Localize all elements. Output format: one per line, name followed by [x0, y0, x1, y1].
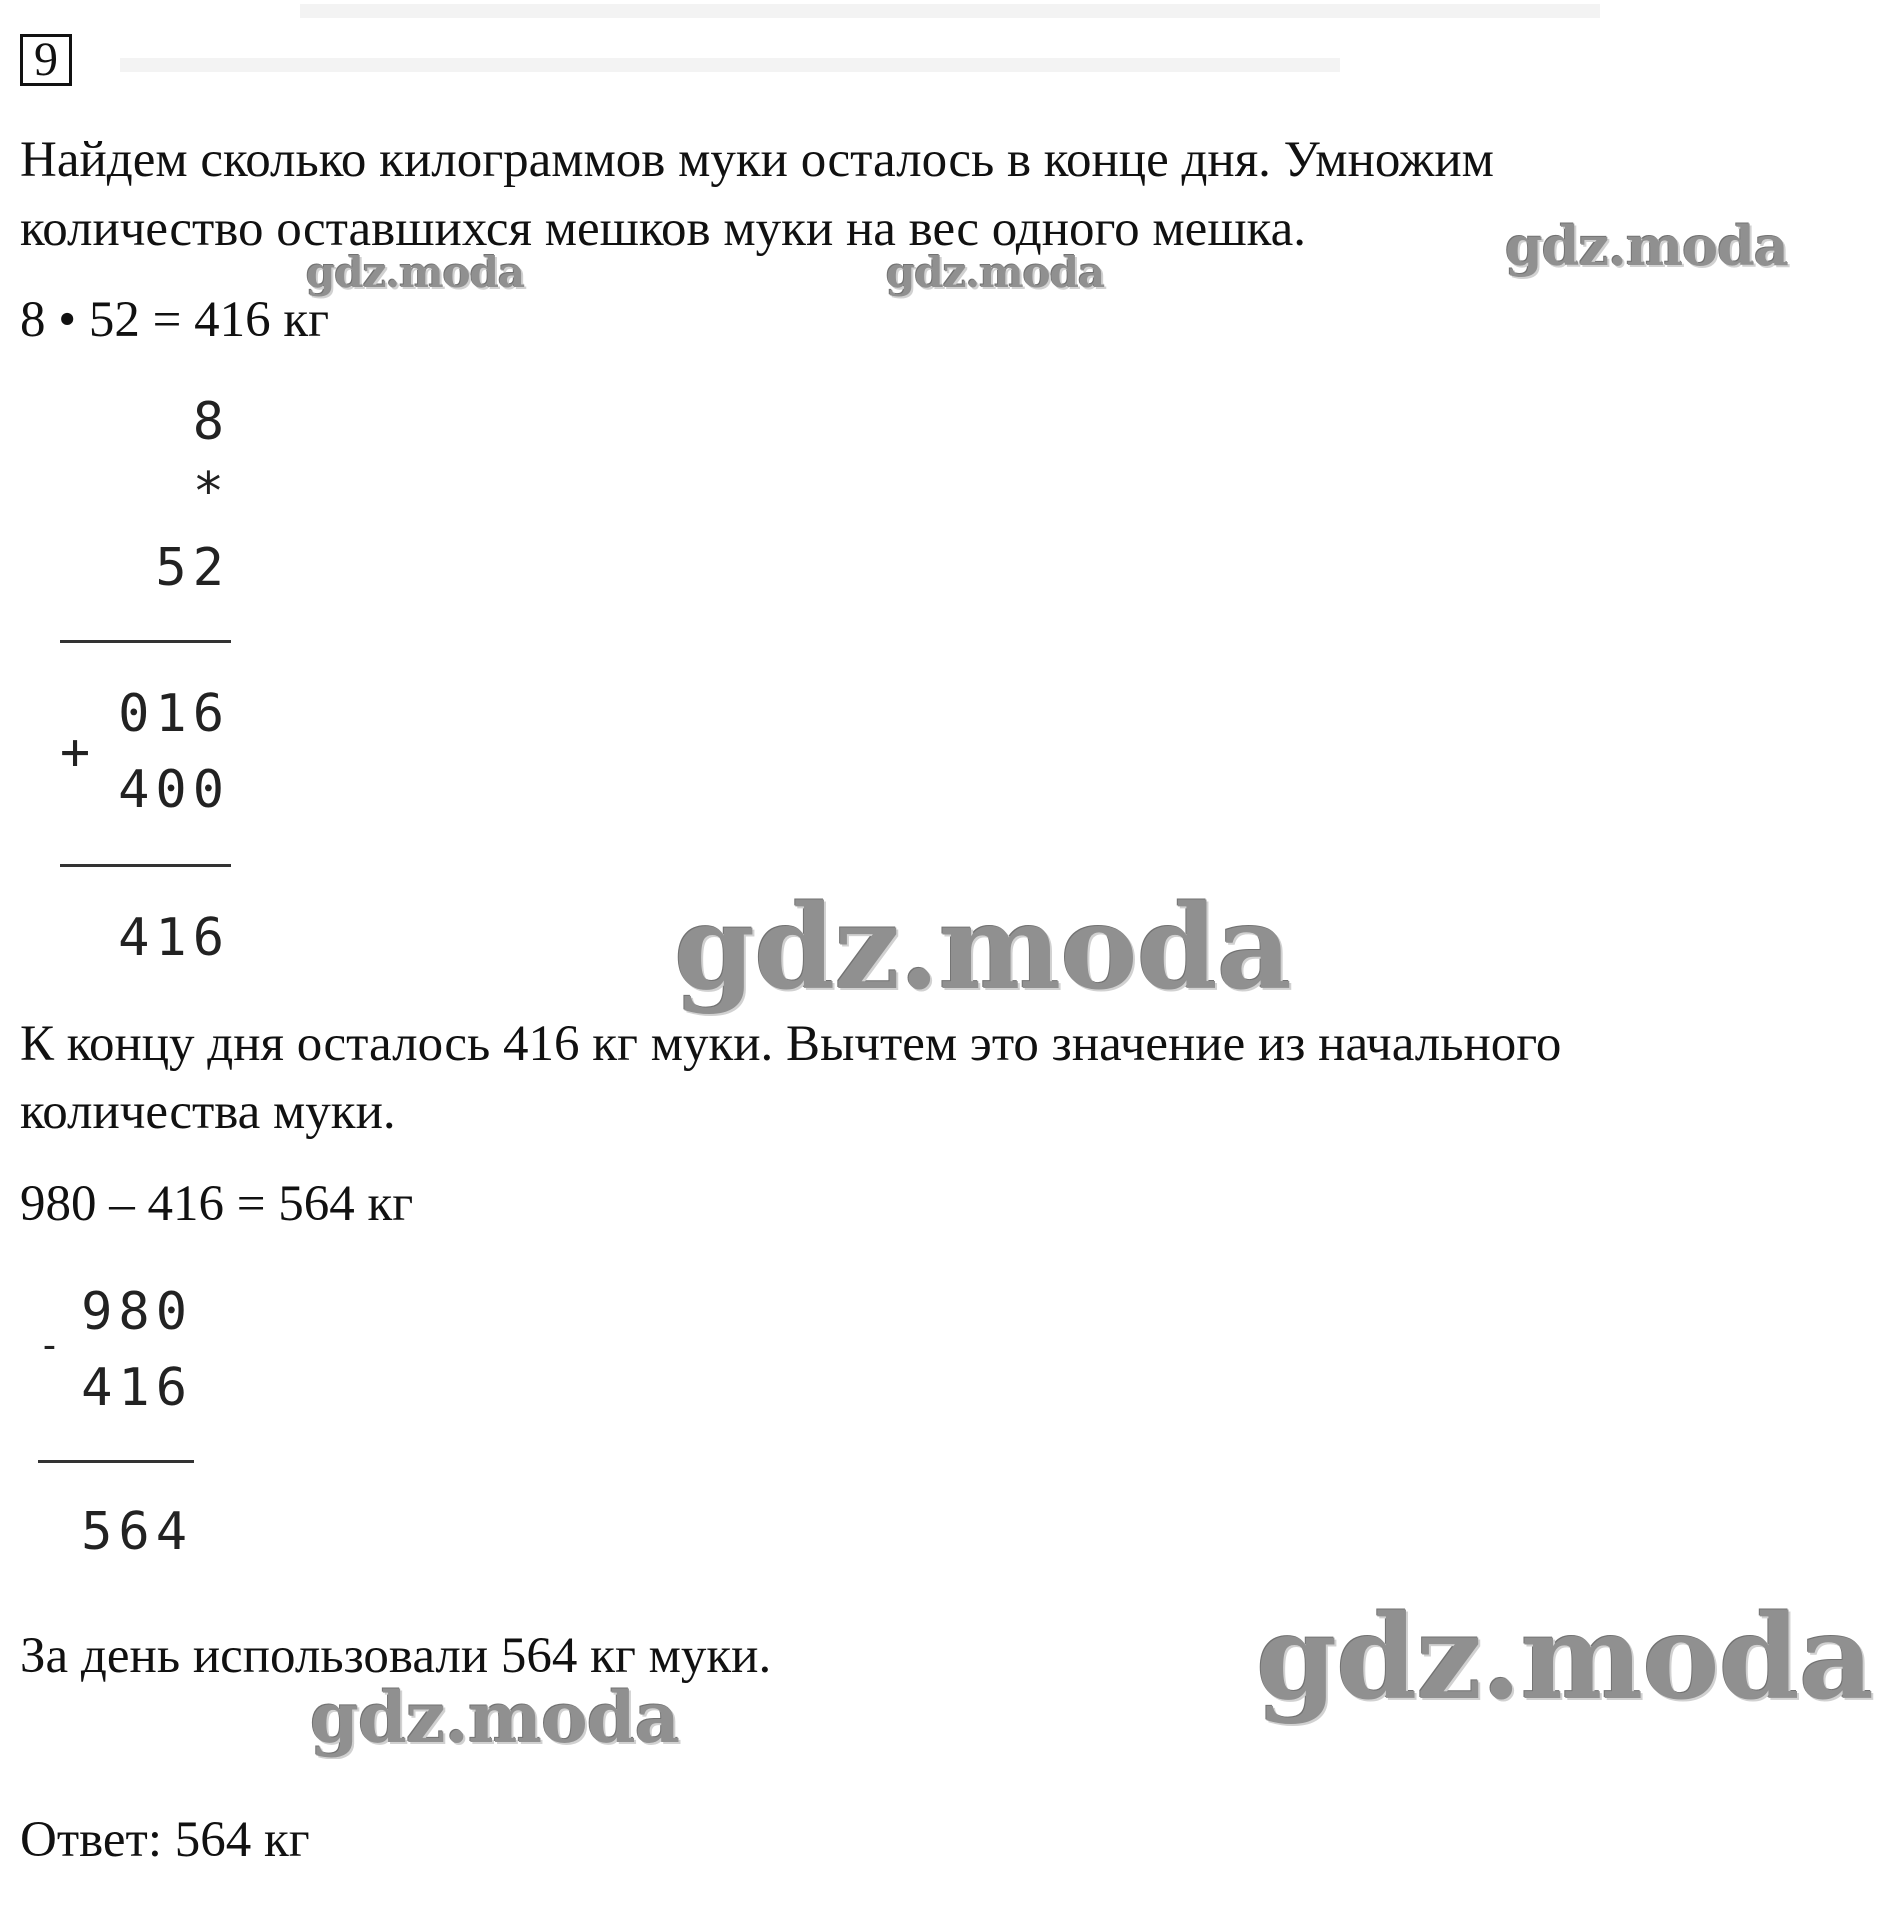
- watermark-logo: gdz.moda: [306, 248, 525, 297]
- result-line-2: количества муки.: [20, 1084, 396, 1140]
- sub-subtrahend: 416: [81, 1358, 193, 1418]
- equation-multiplication: 8 • 52 = 416 кг: [20, 292, 330, 348]
- watermark-logo: gdz.moda: [674, 880, 1291, 1016]
- intro-line-1: Найдем сколько килограммов муки осталось в конце дня. Умножим: [20, 132, 1494, 188]
- ghost-text-line: [120, 58, 1340, 72]
- watermark-logo: gdz.moda: [310, 1676, 680, 1759]
- mult-plus-sign: +: [60, 723, 91, 781]
- mult-partial-1: 016: [118, 684, 230, 744]
- conclusion-text: За день использовали 564 кг муки.: [20, 1628, 772, 1684]
- watermark-logo: gdz.moda: [886, 248, 1105, 297]
- watermark-logo: gdz.moda: [1256, 1590, 1873, 1726]
- mult-factor-1: 8: [192, 392, 230, 452]
- answer-text: Ответ: 564 кг: [20, 1812, 310, 1868]
- mult-rule-1: [60, 640, 231, 643]
- intro-line-2: количество оставшихся мешков муки на вес одного мешка.: [20, 201, 1306, 257]
- sub-rule: [38, 1460, 194, 1463]
- sub-minus-sign: -: [38, 1323, 61, 1367]
- mult-operator: *: [192, 462, 230, 522]
- mult-partial-2: 400: [118, 760, 230, 820]
- mult-factor-2: 52: [155, 538, 230, 598]
- task-number: 9: [20, 34, 72, 86]
- watermark-logo: gdz.moda: [1505, 214, 1788, 278]
- sub-minuend: 980: [81, 1282, 193, 1342]
- result-line-1: К концу дня осталось 416 кг муки. Вычтем это значение из начального: [20, 1016, 1562, 1072]
- ghost-text-line: [300, 4, 1600, 18]
- sub-difference: 564: [81, 1502, 193, 1562]
- mult-rule-2: [60, 864, 231, 867]
- equation-subtraction: 980 – 416 = 564 кг: [20, 1176, 414, 1232]
- mult-product: 416: [118, 908, 230, 968]
